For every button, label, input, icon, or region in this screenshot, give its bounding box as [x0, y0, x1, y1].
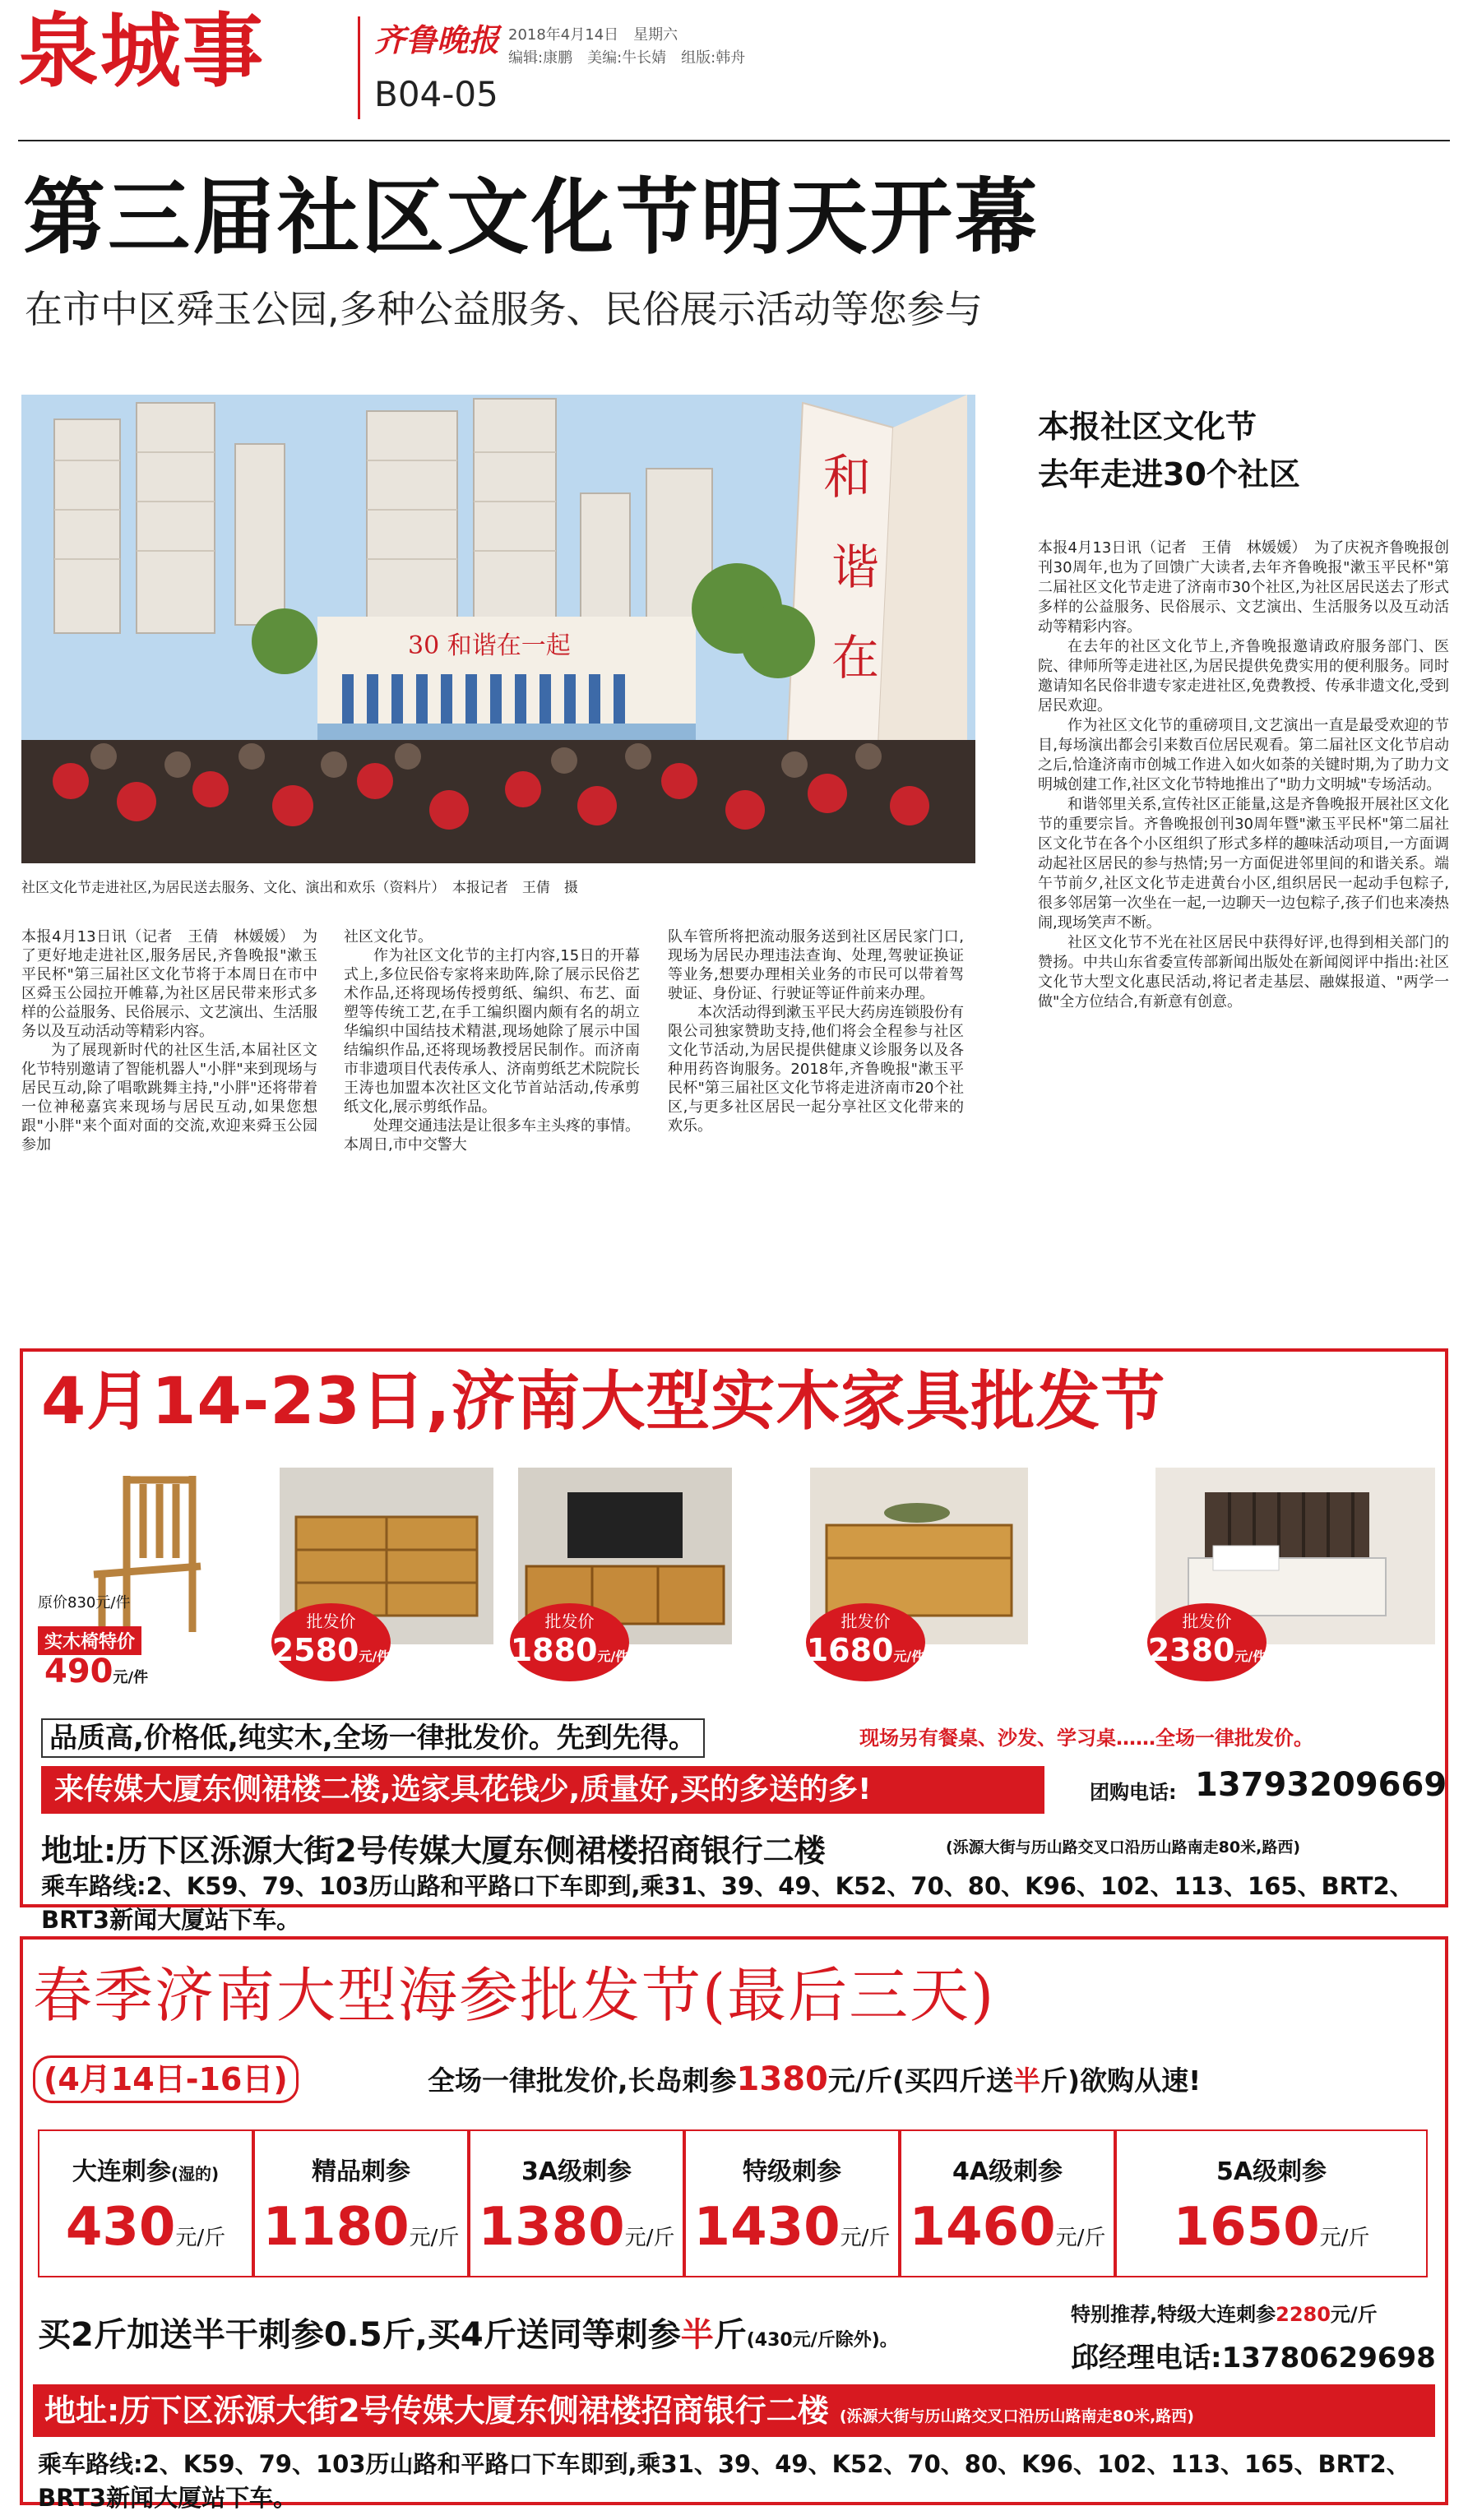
product-price-cell — [253, 2129, 469, 2277]
chair-special-label: 实木椅特价 — [38, 1626, 141, 1655]
product-name: 3A级刺参 — [521, 2157, 632, 2186]
seacucumber-ad-address-note: (泺源大街与历山路交叉口沿历山路南走80米,路西) — [839, 2407, 1194, 2425]
manager-phone: 邱经理电话:13780629698 — [1071, 2342, 1436, 2374]
recommend-unit: 元/斤 — [1330, 2303, 1378, 2326]
furniture-ad-slogan: 来传媒大厦东侧裙楼二楼,选家具花钱少,质量好,买的多送的多! — [41, 1766, 1044, 1814]
seacucumber-ad-promo — [428, 2060, 1201, 2098]
event-photo-illustration — [21, 395, 975, 863]
svg-text:谐: 谐 — [831, 539, 880, 595]
promo-text: 全场一律批发价,长岛刺参 — [428, 2065, 737, 2097]
furniture-ad-bus-route: 乘车路线:2、K59、79、103历山路和平路口下车即到,乘31、39、49、K52、70、80、K96、102、113、165、BRT2、BRT3新闻大厦站下车。 — [41, 1872, 1414, 1934]
sidebar-title-line: 去年走进30个社区 — [1038, 456, 1300, 492]
price-value: 2380 — [1147, 1632, 1235, 1668]
sidebar-paragraph: 社区文化节不光在社区居民中获得好评,也得到相关部门的赞扬。中共山东省委宣传部新闻出版处在新闻阅评中指出:社区文化节大型文化惠民活动,将记者走基层、融媒报道、"两学一做"全方位结合,有新意有创意。 — [1038, 934, 1449, 1010]
promo-text: 元/斤(买四斤送 — [827, 2065, 1014, 2097]
price-unit: 元/件 — [597, 1648, 629, 1664]
product-price-cell — [900, 2129, 1115, 2277]
seacucumber-ad-bonus — [38, 2309, 898, 2356]
product-unit: 元/斤 — [624, 2226, 675, 2250]
price-unit: 元/件 — [893, 1648, 925, 1664]
sidebar-body — [1038, 539, 1449, 1012]
seacucumber-ad-address: 地址:历下区泺源大街2号传媒大厦东侧裙楼招商银行二楼 — [44, 2393, 829, 2429]
svg-text:在: 在 — [831, 630, 880, 686]
svg-text:和: 和 — [823, 449, 872, 505]
article-paragraph: 本次活动得到漱玉平民大药房连锁股份有限公司独家赞助支持,他们将会全程参与社区文化节活动,为居民提供健康义诊服务以及各种用药咨询服务。2018年,齐鲁晚报"漱玉平民杯"第三届社区文化节将走进济南市20个社区,与更多社区居民一起分享社区文化带来的欢乐。 — [668, 1004, 964, 1135]
masthead-rule — [18, 140, 1450, 141]
product-price-cell — [469, 2129, 684, 2277]
price-value: 1880 — [510, 1632, 598, 1668]
sidebar-paragraph: 作为社区文化节的重磅项目,文艺演出一直是最受欢迎的节目,每场演出都会引来数百位居民观看。第二届社区文化节启动之后,恰逢济南市创城工作进入如火如荼的关键时期,为了助力文明城创建工作,社区文化节特地推出了"助力文明城"专场活动。 — [1038, 717, 1449, 793]
sidebar-title — [1038, 403, 1300, 498]
product-name: 5A级刺参 — [1216, 2157, 1327, 2186]
promo-price: 1380 — [736, 2060, 828, 2098]
article-paragraph: 作为社区文化节的主打内容,15日的开幕式上,多位民俗专家将来助阵,除了展示民俗艺术作品,还将现场传授剪纸、编织、布艺、面塑等传统工艺,在手工编织圈内颇有名的胡立华编织中国结技术精湛,现场她除了展示中国结编织作品,还将现场教授居民制作。而济南市非遗项目代表传承人、济南剪纸艺术院院长王涛也加盟本次社区文化节首站活动,传承剪纸文化,展示剪纸作品。 — [344, 947, 640, 1116]
price-value: 2580 — [271, 1632, 359, 1668]
article-paragraph: 为了展现新时代的社区生活,本届社区文化节特别邀请了智能机器人"小胖"来到现场与居民互动,除了唱歌跳舞主持,"小胖"还将带着一位神秘嘉宾来现场与居民互动,如果您想跟"小胖"来个面对面的交流,欢迎来舜玉公园参加 — [21, 1042, 317, 1154]
page-code: B04-05 — [374, 74, 498, 114]
chair-original-price: 原价830元/件 — [38, 1594, 131, 1611]
bonus-text: 斤 — [713, 2316, 747, 2354]
furniture-ad-side-note: 现场另有餐桌、沙发、学习桌……全场一律批发价。 — [859, 1727, 1313, 1750]
price-value: 1680 — [806, 1632, 894, 1668]
seacucumber-ad-address-bar — [33, 2384, 1435, 2437]
price-badge — [271, 1603, 391, 1681]
issue-date: 2018年4月14日 星期六 — [508, 26, 678, 44]
product-price-cell — [38, 2129, 253, 2277]
article-paragraph: 队车管所将把流动服务送到社区居民家门口,现场为居民办理违法查询、处理,驾驶证换证等业务,想要办理相关业务的市民可以带着驾驶证、身份证、行驶证等证件前来办理。 — [668, 928, 964, 1002]
chair-icon — [36, 1468, 258, 1644]
product-unit: 元/斤 — [409, 2226, 460, 2250]
furniture-ad-tagline: 品质高,价格低,纯实木,全场一律批发价。先到先得。 — [41, 1718, 705, 1758]
chair-price — [44, 1653, 148, 1690]
furniture-ad-title: 4月14-23日,济南大型实木家具批发节 — [41, 1365, 1166, 1439]
product-unit: 元/斤 — [840, 2226, 891, 2250]
newspaper-brand-logo: 齐鲁晚报 — [374, 21, 500, 58]
product-price: 1650 — [1173, 2197, 1320, 2258]
sidebar-paragraph: 在去年的社区文化节上,齐鲁晚报邀请政府服务部门、医院、律师所等走进社区,为居民提供免费实用的便利服务。同时邀请知名民俗非遗专家走进社区,免费教授、传承非遗文化,受到居民欢迎。 — [1038, 638, 1449, 714]
editors-credit: 编辑:康鹏 美编:牛长婧 组版:韩舟 — [508, 49, 746, 67]
article-subheadline: 在市中区舜玉公园,多种公益服务、民俗展示活动等您参与 — [25, 287, 983, 331]
price-badge — [510, 1603, 629, 1681]
bonus-note: (430元/斤除外)。 — [746, 2330, 898, 2351]
recommend-text: 特别推荐,特级大连刺参 — [1071, 2303, 1276, 2326]
price-badge-label: 批发价 — [1182, 1611, 1232, 1631]
promo-half: 半 — [1013, 2065, 1041, 2097]
price-unit: 元/件 — [359, 1648, 391, 1664]
product-price: 430 — [65, 2197, 176, 2258]
photo-banner-text: 30 和谐在一起 — [408, 631, 571, 660]
price-badge-label: 批发价 — [841, 1611, 891, 1631]
sidebar-title-line: 本报社区文化节 — [1038, 409, 1257, 445]
promo-text: 斤)欲购从速! — [1040, 2065, 1202, 2097]
product-name: 4A级刺参 — [952, 2157, 1063, 2186]
article-headline: 第三届社区文化节明天开幕 — [23, 169, 1040, 266]
bonus-half: 半 — [680, 2316, 714, 2354]
product-name: 精品刺参 — [312, 2157, 410, 2186]
chair-price-unit: 元/件 — [113, 1669, 149, 1686]
article-column-3 — [668, 927, 964, 1135]
seacucumber-ad-title: 春季济南大型海参批发节(最后三天) — [33, 1961, 996, 2030]
product-price-cell — [684, 2129, 900, 2277]
photo-caption: 社区文化节走进社区,为居民送去服务、文化、演出和欢乐（资料片） 本报记者 王倩 摄 — [21, 880, 578, 896]
section-title: 泉城事 — [18, 5, 266, 99]
furniture-ad-address-note: (泺源大街与历山路交叉口沿历山路南走80米,路西) — [946, 1838, 1301, 1856]
article-column-2 — [344, 927, 640, 1154]
product-name: 特级刺参 — [743, 2157, 841, 2186]
sidebar-paragraph: 本报4月13日讯（记者 王倩 林媛媛） 为了庆祝齐鲁晚报创刊30周年,也为了回馈广大读者,去年齐鲁晚报"漱玉平民杯"第二届社区文化节走进了济南市30个社区,为社区居民送去了形式多样的公益服务、民俗展示、文艺演出、生活服务以及互动活动等精彩内容。 — [1038, 539, 1449, 636]
product-price: 1380 — [478, 2197, 625, 2258]
product-price: 1460 — [909, 2197, 1056, 2258]
price-badge-label: 批发价 — [306, 1611, 356, 1631]
bonus-text: 买2斤加送半干刺参0.5斤,买4斤送同等刺参 — [38, 2316, 681, 2354]
product-price-cell — [1115, 2129, 1428, 2277]
article-paragraph: 社区文化节。 — [344, 928, 433, 946]
product-chair — [36, 1468, 258, 1644]
furniture-ad-address: 地址:历下区泺源大街2号传媒大厦东侧裙楼招商银行二楼 — [41, 1833, 826, 1869]
product-name: 大连刺参 — [72, 2157, 171, 2186]
article-column-1 — [21, 927, 317, 1154]
group-buy-phone: 13793209669 — [1195, 1766, 1447, 1804]
article-paragraph: 本报4月13日讯（记者 王倩 林媛媛） 为了更好地走进社区,服务居民,齐鲁晚报"漱玉平民杯"第三届社区文化节将于本周日在市中区舜玉公园拉开帷幕,为社区居民带来形式多样的公益服务、民俗展示、文艺演出、生活服务以及互动活动等精彩内容。 — [21, 928, 317, 1040]
price-unit: 元/件 — [1234, 1648, 1267, 1664]
seacucumber-ad-bus-route: 乘车路线:2、K59、79、103历山路和平路口下车即到,乘31、39、49、K52、70、80、K96、102、113、165、BRT2、BRT3新闻大厦站下车。 — [38, 2450, 1410, 2512]
product-price: 1430 — [693, 2197, 841, 2258]
recommend-price: 2280 — [1276, 2303, 1331, 2326]
chair-price-value: 490 — [44, 1653, 113, 1690]
product-unit: 元/斤 — [175, 2226, 226, 2250]
article-paragraph: 处理交通违法是让很多车主头疼的事情。本周日,市中交警大 — [344, 1117, 640, 1154]
product-price: 1180 — [262, 2197, 410, 2258]
product-unit: 元/斤 — [1319, 2226, 1370, 2250]
sidebar-paragraph: 和谐邻里关系,宣传社区正能量,这是齐鲁晚报开展社区文化节的重要宗旨。齐鲁晚报创刊30周年暨"漱玉平民杯"第二届社区文化节在各个小区组织了形式多样的趣味活动项目,一方面调动起社区居民的参与热情;另一方面促进邻里间的和谐关系。端午节前夕,社区文化节走进黄台小区,组织居民一起动手包粽子,很多邻居第一次坐在一起,一边聊天一边包粽子,孩子们也来凑热闹,现场笑声不断。 — [1038, 796, 1449, 932]
seacucumber-ad-dates: (4月14日-16日) — [33, 2055, 299, 2103]
price-badge — [1147, 1603, 1267, 1681]
price-badge-label: 批发价 — [544, 1611, 595, 1631]
masthead-divider — [358, 16, 360, 119]
event-photo — [21, 395, 975, 863]
seacucumber-ad-recommend — [1071, 2298, 1378, 2327]
product-unit: 元/斤 — [1055, 2226, 1106, 2250]
product-note: (湿的) — [170, 2164, 220, 2184]
group-buy-phone-label: 团购电话: — [1090, 1781, 1177, 1804]
price-badge — [806, 1603, 925, 1681]
